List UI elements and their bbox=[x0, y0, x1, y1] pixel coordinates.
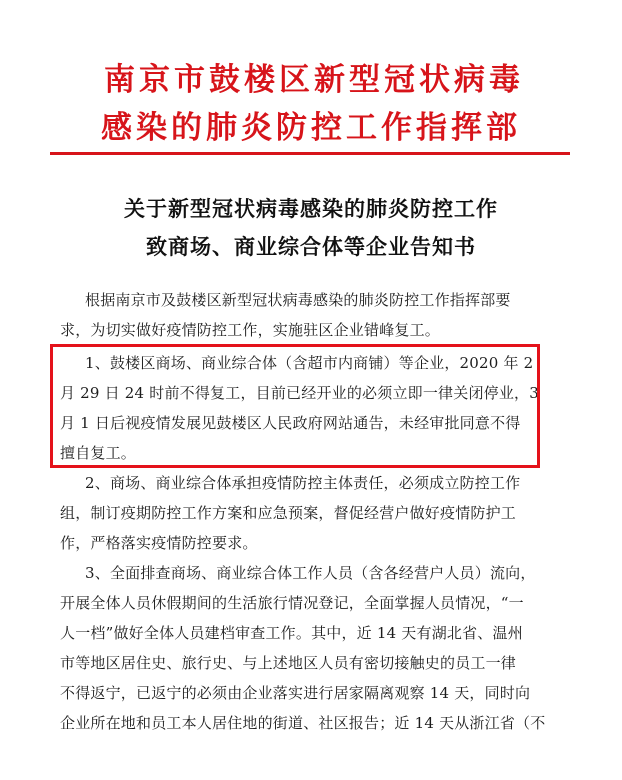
paragraph-item-3 bbox=[60, 558, 550, 738]
text-line: 组，制订疫期防控工作方案和应急预案，督促经营户做好疫情防护工 bbox=[60, 504, 517, 522]
text-line: 擅自复工。 bbox=[60, 444, 137, 462]
text-line: 市等地区居住史、旅行史、与上述地区人员有密切接触史的员工一律 bbox=[60, 654, 517, 672]
text-line: 作，严格落实疫情防控要求。 bbox=[60, 534, 258, 552]
text-line: 2、商场、商业综合体承担疫情防控主体责任，必须成立防控工作 bbox=[85, 474, 521, 492]
text-line: 根据南京市及鼓楼区新型冠状病毒感染的肺炎防控工作指挥部要 bbox=[85, 291, 511, 309]
text-line: 求，为切实做好疫情防控工作，实施驻区企业错峰复工。 bbox=[60, 321, 441, 339]
issuer-name-line-1: 南京市鼓楼区新型冠状病毒 bbox=[104, 62, 524, 98]
text-line: 不得返宁，已返宁的必须由企业落实进行居家隔离观察 14 天，同时向 bbox=[60, 684, 531, 702]
text-line: 开展全体人员休假期间的生活旅行情况登记，全面掌握人员情况，“一 bbox=[60, 594, 524, 612]
text-line: 月 29 日 24 时前不得复工，目前已经开业的必须立即一律关闭停业，3 bbox=[60, 384, 539, 402]
text-line: 企业所在地和员工本人居住地的街道、社区报告；近 14 天从浙江省（不 bbox=[60, 714, 546, 732]
text-line: 3、全面排查商场、商业综合体工作人员（含各经营户人员）流向， bbox=[85, 564, 536, 582]
document-title-line-1: 关于新型冠状病毒感染的肺炎防控工作 bbox=[124, 196, 498, 221]
paragraph-item-2 bbox=[60, 468, 550, 558]
document-title bbox=[0, 190, 622, 266]
text-line: 人一档”做好全体人员建档审查工作。其中，近 14 天有湖北省、温州 bbox=[60, 624, 523, 642]
issuer-header bbox=[0, 56, 622, 152]
red-highlight-box bbox=[50, 344, 540, 468]
text-line: 1、鼓楼区商场、商业综合体（含超市内商铺）等企业，2020 年 2 bbox=[85, 354, 534, 372]
header-divider bbox=[50, 152, 570, 155]
issuer-name-line-2: 感染的肺炎防控工作指挥部 bbox=[101, 110, 521, 146]
document-title-line-2: 致商场、商业综合体等企业告知书 bbox=[146, 234, 476, 259]
text-line: 月 1 日后视疫情发展见鼓楼区人民政府网站通告，未经审批同意不得 bbox=[60, 414, 521, 432]
paragraph-intro bbox=[60, 285, 550, 345]
